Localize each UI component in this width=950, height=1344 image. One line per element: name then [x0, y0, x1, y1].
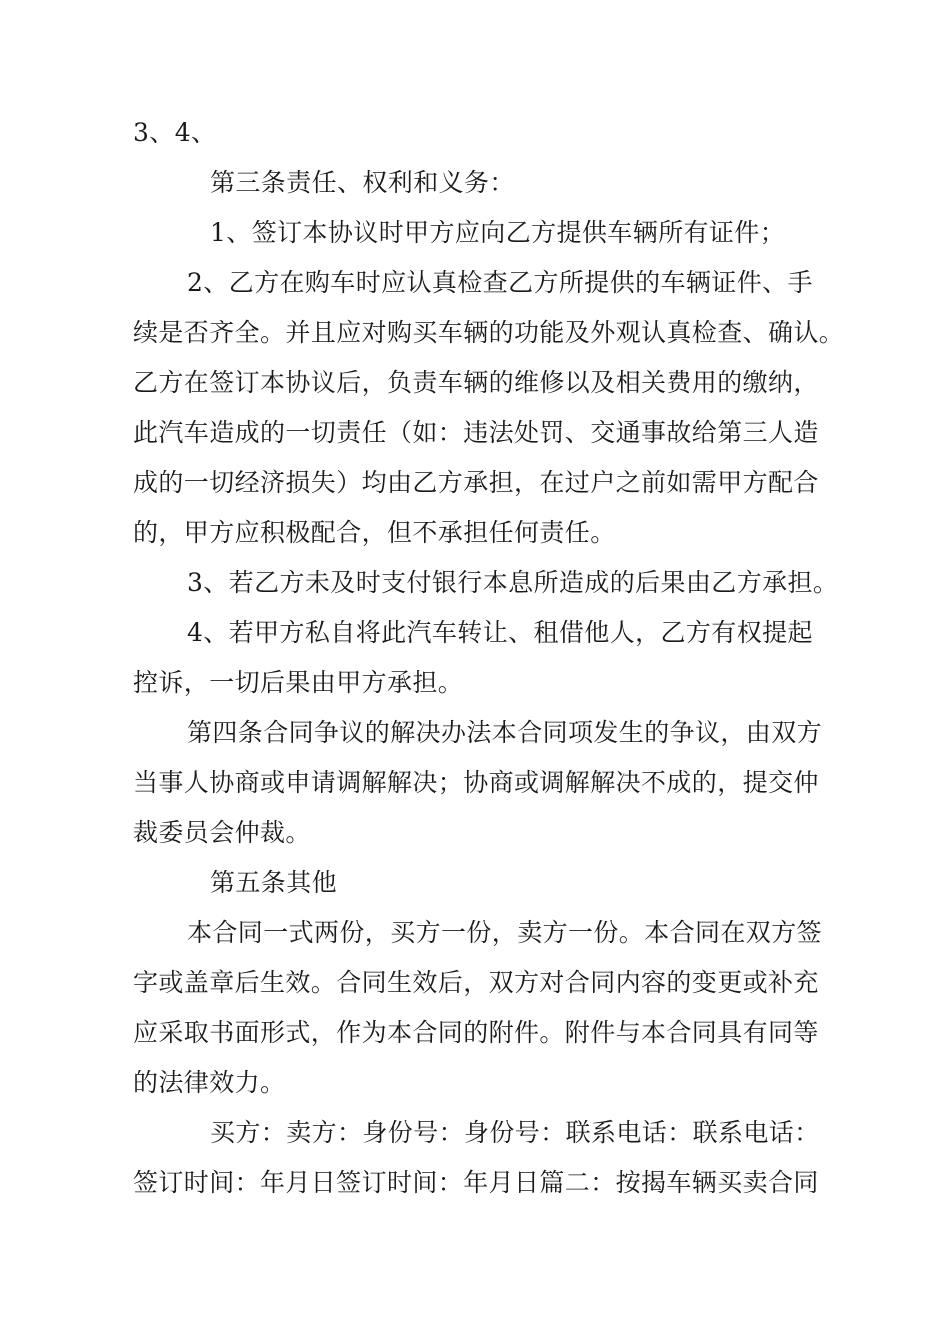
text-line: 2、乙方在购车时应认真检查乙方所提供的车辆证件、手	[187, 268, 813, 297]
section-heading-5: 第五条其他	[210, 868, 338, 897]
signature-date-line: 签订时间：年月日签订时间：年月日篇二：按揭车辆买卖合同	[133, 1168, 819, 1197]
text-line: 的，甲方应积极配合，但不承担任何责任。	[133, 518, 616, 547]
text-line: 4、若甲方私自将此汽车转让、租借他人，乙方有权提起	[187, 618, 813, 647]
text-line: 3、若乙方未及时支付银行本息所造成的后果由乙方承担。	[187, 568, 839, 597]
text-line: 成的一切经济损失）均由乙方承担，在过户之前如需甲方配合	[133, 468, 819, 497]
text-line: 本合同一式两份，买方一份，卖方一份。本合同在双方签	[187, 918, 823, 947]
text-line: 字或盖章后生效。合同生效后，双方对合同内容的变更或补充	[133, 968, 819, 997]
text-line: 此汽车造成的一切责任（如：违法处罚、交通事故给第三人造	[133, 418, 819, 447]
text-line: 3、4、	[133, 118, 217, 147]
text-line: 控诉，一切后果由甲方承担。	[133, 668, 464, 697]
signature-fields-line: 买方：卖方：身份号：身份号：联系电话：联系电话：	[210, 1118, 820, 1147]
text-line: 当事人协商或申请调解解决；协商或调解解决不成的，提交仲	[133, 768, 819, 797]
text-line: 应采取书面形式，作为本合同的附件。附件与本合同具有同等	[133, 1018, 819, 1047]
text-line: 1、签订本协议时甲方应向乙方提供车辆所有证件；	[210, 218, 786, 247]
text-line: 续是否齐全。并且应对购买车辆的功能及外观认真检查、确认。	[133, 318, 845, 347]
text-line: 裁委员会仲裁。	[133, 818, 311, 847]
text-line: 乙方在签订本协议后，负责车辆的维修以及相关费用的缴纳，	[133, 368, 819, 397]
text-line: 的法律效力。	[133, 1068, 286, 1097]
section-heading-4: 第四条合同争议的解决办法本合同项发生的争议，由双方	[187, 718, 823, 747]
section-heading-3: 第三条责任、权利和义务：	[210, 168, 515, 197]
